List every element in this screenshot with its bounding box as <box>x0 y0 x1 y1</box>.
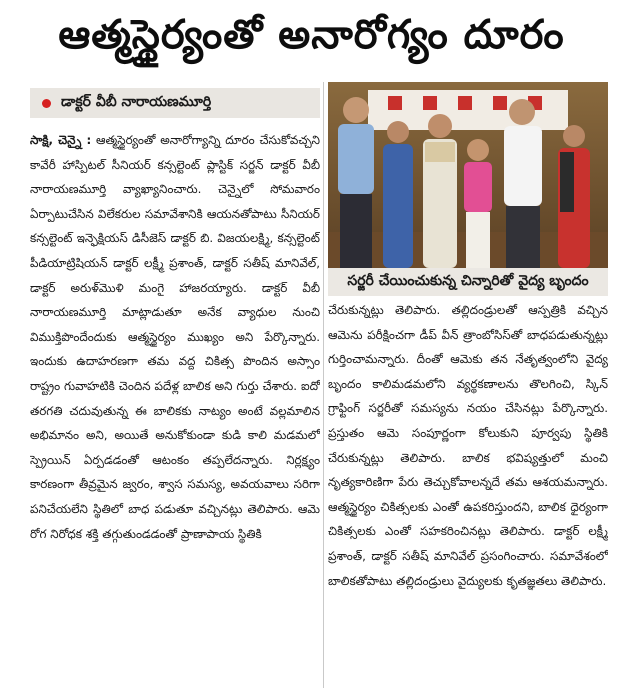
photo <box>328 82 608 268</box>
headline: ఆత్మస్థైర్యంతో అనారోగ్యం దూరం <box>58 12 565 58</box>
article-text-1: ఆత్మస్థైర్యంతో అనారోగ్యాన్ని దూరం చేసుకోవచ్చని కావేరీ హాస్పిటల్ సీనియర్ కన్సల్టెంట్ ప్లాస్టిక్ సర్జన్ డాక్టర్ వీబీ నారాయణమూర్తి వ్యాఖ్యానించారు. చెన్నైలో సోమవారం ఏర్పాటుచేసిన విలేకరుల సమావేశానికి ఆయనతోపాటు సీనియర్ కన్సల్టెంట్ ఇన్ఫెక్షియస్ డిసీజెస్ డాక్టర్ బి. విజయలక్ష్మి, కన్సల్టెంట్ పీడియాట్రిషియన్ డాక్టర్ లక్ష్మీ ప్రశాంత్, డాక్టర్ సతీష్ మానివేల్, డాక్టర్ అరుళ్‌మొళి మంగై హాజరయ్యారు. డాక్టర్ వీబీ నారాయణమూర్తి మాట్లాడుతూ అనేక వ్యాధుల నుంచి విముక్తిపొందేందుకు ఆత్మస్థైర్యం ముఖ్యం అని పేర్కొన్నారు. ఇందుకు ఉదాహరణగా తమ వద్ద చికిత్స పొందిన అస్సాం రాష్ట్రం గువాహటికి చెందిన పదేళ్ల బాలిక అని గుర్తు చేశారు. ఐదో తరగతి చదువుతున్న ఈ బాలికకు నాట్యం అంటే వల్లమాలిన అభిమానం అని, అయితే అనుకోకుండా కుడి కాలి మడమలో స్ప్రెయిన్ ఏర్పడడంతో ఆటంకం తప్పలేదన్నారు. నిర్లక్ష్యం కారణంగా తీవ్రమైన జ్వరం, శ్వాస సమస్య, అవయవాలు సరిగా పనిచేయలేని స్థితిలో బాధ పడుతూ వచ్చినట్లు తెలిపారు. ఆమె రోగ నిరోధక శక్తి తగ్గుతుండడంతో ప్రాణాపాయ స్థితికి <box>30 133 320 541</box>
dateline: సాక్షి, చెన్నై : <box>30 133 92 147</box>
byline <box>30 88 320 118</box>
author-name: డాక్టర్ వీబీ నారాయణమూర్తి <box>61 93 212 110</box>
article-column-2: చేరుకున్నట్లు తెలిపారు. తల్లిదండ్రులతో ఆస్పత్రికి వచ్చిన ఆమెను పరీక్షించగా డీప్ వీన్ త్రాంబోసిస్‌తో బాధపడుతున్నట్లు గుర్తించామన్నారు. దీంతో ఆమెకు తన నేతృత్వంలోని వైద్య బృందం కాలిమడమలోని వ్యర్థకణాలను తొలగించి, స్కిన్ గ్రాఫ్టింగ్ సర్జరీతో సమస్యను నయం చేసినట్లు పేర్కొన్నారు. ప్రస్తుతం ఆమె సంపూర్ణంగా కోలుకుని పూర్వపు స్థితికి చేరుకున్నట్లు తెలిపారు. బాలిక భవిష్యత్తులో మంచి నృత్యకారిణిగా పేరు తెచ్చుకోవాలన్నదే తమ ఆశయమన్నారు. ఆత్మస్థైర్యం చికిత్సలకు ఎంతో ఉపకరిస్తుందని, బాలిక ధైర్యంగా చికిత్సలకు ఎంతో సహకరించినట్లు తెలిపారు. డాక్టర్ లక్ష్మీ ప్రశాంత్, డాక్టర్ సతీష్ మానివేల్ ప్రసంగించారు. సమావేశంలో బాలికతోపాటు తల్లిదండ్రులు వైద్యులకు కృతజ్ఞతలు తెలిపారు. <box>328 303 608 588</box>
photo-caption: సర్జరీ చేయించుకున్న చిన్నారితో వైద్య బృందం <box>328 268 608 296</box>
article-column-1 <box>30 128 320 688</box>
bullet-icon <box>42 99 51 108</box>
group-photo-image <box>328 82 608 268</box>
column-divider <box>323 82 324 688</box>
